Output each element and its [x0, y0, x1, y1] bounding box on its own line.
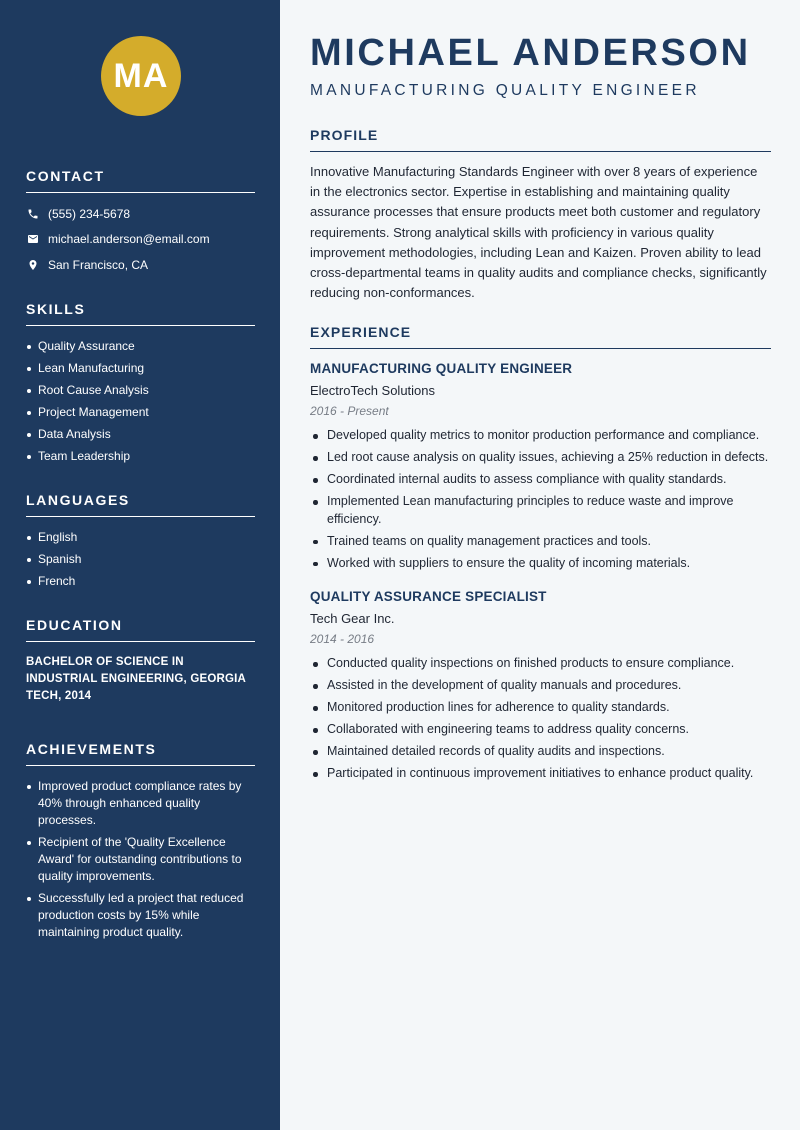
experience-title: EXPERIENCE [310, 324, 771, 349]
contact-phone [26, 205, 255, 222]
avatar: MA [101, 36, 181, 116]
languages-title: LANGUAGES [26, 492, 255, 517]
experience-section [310, 324, 771, 783]
skill-item: Data Analysis [26, 426, 255, 443]
profile-title: PROFILE [310, 127, 771, 152]
job-entry [310, 589, 771, 783]
job-bullet: Worked with suppliers to ensure the quality of incoming materials. [310, 555, 771, 573]
contact-location-text: San Francisco, CA [48, 257, 149, 272]
contact-title: CONTACT [26, 168, 255, 193]
skills-title: SKILLS [26, 301, 255, 326]
candidate-name: MICHAEL ANDERSON [310, 32, 751, 74]
job-dates: 2016 - Present [310, 404, 389, 419]
language-item: English [26, 529, 255, 546]
achievement-item: Recipient of the 'Quality Excellence Award' for outstanding contributions to quality improvements. [26, 834, 255, 885]
skill-item: Team Leadership [26, 448, 255, 465]
contact-email-text[interactable]: michael.anderson@email.com [48, 232, 210, 246]
contact-email [26, 231, 255, 248]
achievement-item: Successfully led a project that reduced production costs by 15% while maintaining product quality. [26, 890, 255, 941]
achievement-item: Improved product compliance rates by 40% through enhanced quality processes. [26, 778, 255, 829]
job-company: Tech Gear Inc. [310, 611, 395, 627]
job-bullet: Participated in continuous improvement initiatives to enhance product quality. [310, 765, 771, 783]
skills-section [26, 301, 255, 465]
job-bullet: Led root cause analysis on quality issues, achieving a 25% reduction in defects. [310, 449, 771, 467]
profile-section [310, 127, 771, 303]
achievements-list [26, 778, 255, 941]
languages-list [26, 529, 255, 590]
email-icon [26, 232, 40, 246]
achievements-title: ACHIEVEMENTS [26, 741, 255, 766]
location-pin-icon [26, 258, 40, 272]
job-title: MANUFACTURING QUALITY ENGINEER [310, 361, 573, 377]
phone-icon [26, 207, 40, 221]
job-bullet: Trained teams on quality management practices and tools. [310, 533, 771, 551]
job-bullets [310, 427, 771, 572]
main-content [280, 0, 800, 1130]
education-title: EDUCATION [26, 617, 255, 642]
contact-phone-text[interactable]: (555) 234-5678 [48, 206, 131, 221]
language-item: French [26, 573, 255, 590]
achievements-section [26, 741, 255, 941]
job-bullet: Coordinated internal audits to assess compliance with quality standards. [310, 471, 771, 489]
languages-section [26, 492, 255, 590]
job-bullet: Conducted quality inspections on finished products to ensure compliance. [310, 655, 771, 673]
job-bullet: Assisted in the development of quality manuals and procedures. [310, 677, 771, 695]
education-section [26, 617, 255, 705]
job-bullet: Monitored production lines for adherence to quality standards. [310, 699, 771, 717]
contact-section [26, 168, 255, 273]
education-degree: BACHELOR OF SCIENCE IN INDUSTRIAL ENGINEERING, GEORGIA TECH, 2014 [26, 656, 246, 702]
candidate-role: MANUFACTURING QUALITY ENGINEER [310, 82, 700, 99]
job-entry [310, 361, 771, 572]
job-title: QUALITY ASSURANCE SPECIALIST [310, 589, 547, 605]
contact-location [26, 256, 255, 273]
profile-summary: Innovative Manufacturing Standards Engineer with over 8 years of experience in the electronics sector. Expertise in establishing and maintaining quality assurance processes that ensure products meet both customer and regulatory requirements. Strong analytical skills with proficiency in various quality improvement methodologies, including Lean and Kaizen. Proven ability to lead cross-departmental teams in quality audits and compliance checks, significantly reducing non-conformances. [310, 164, 767, 301]
job-bullets [310, 655, 771, 783]
skill-item: Root Cause Analysis [26, 382, 255, 399]
job-bullet: Developed quality metrics to monitor production performance and compliance. [310, 427, 771, 445]
sidebar [0, 0, 280, 1130]
language-item: Spanish [26, 551, 255, 568]
job-bullet: Collaborated with engineering teams to address quality concerns. [310, 721, 771, 739]
job-bullet: Implemented Lean manufacturing principles to reduce waste and improve efficiency. [310, 493, 771, 528]
job-company: ElectroTech Solutions [310, 383, 436, 399]
skills-list [26, 338, 255, 465]
skill-item: Lean Manufacturing [26, 360, 255, 377]
skill-item: Quality Assurance [26, 338, 255, 355]
job-dates: 2014 - 2016 [310, 632, 375, 647]
skill-item: Project Management [26, 404, 255, 421]
job-bullet: Maintained detailed records of quality audits and inspections. [310, 743, 771, 761]
